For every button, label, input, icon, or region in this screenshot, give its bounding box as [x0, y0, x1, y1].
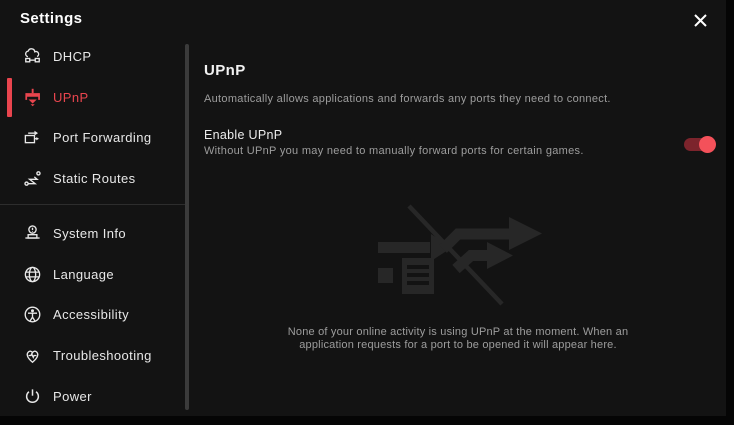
close-icon — [694, 14, 707, 27]
sidebar-item-label: Static Routes — [53, 170, 136, 186]
page-title: Settings — [20, 10, 83, 27]
troubleshooting-heart-icon — [23, 346, 42, 365]
power-icon — [23, 387, 42, 406]
sidebar-divider — [0, 204, 186, 205]
language-globe-icon — [23, 265, 42, 284]
sidebar-item-power[interactable] — [0, 376, 184, 416]
upnp-no-activity-illustration — [376, 204, 544, 306]
empty-state-message: None of your online activity is using UPnP at the moment. When an application requests for a port to be opened it will appear here. — [287, 326, 629, 351]
sidebar-item-label: Port Forwarding — [53, 129, 152, 145]
system-info-icon — [23, 224, 42, 243]
sidebar-item-label: DHCP — [53, 48, 92, 64]
enable-upnp-toggle[interactable] — [684, 138, 714, 151]
sidebar-item-label: Troubleshooting — [53, 347, 152, 363]
content-title: UPnP — [204, 62, 246, 79]
sidebar-item-dhcp[interactable] — [0, 36, 184, 76]
content-description: Automatically allows applications and forwards any ports they need to connect. — [204, 93, 611, 105]
sidebar-item-label: Power — [53, 388, 92, 404]
sidebar-item-port-forwarding[interactable] — [0, 117, 184, 157]
upnp-icon — [23, 88, 42, 107]
sidebar-item-label: Language — [53, 266, 115, 282]
sidebar — [0, 0, 192, 416]
dhcp-cloud-icon — [23, 47, 42, 66]
accessibility-icon — [23, 305, 42, 324]
sidebar-item-label: System Info — [53, 225, 127, 241]
close-button[interactable] — [687, 7, 713, 33]
sidebar-scrollbar[interactable] — [185, 44, 189, 410]
sidebar-item-language[interactable] — [0, 254, 184, 294]
toggle-knob — [699, 136, 716, 153]
sidebar-item-accessibility[interactable] — [0, 294, 184, 334]
sidebar-item-label: UPnP — [53, 89, 89, 105]
static-routes-icon — [23, 169, 42, 188]
sidebar-item-label: Accessibility — [53, 306, 129, 322]
sidebar-item-troubleshooting[interactable] — [0, 335, 184, 375]
enable-upnp-label: Enable UPnP — [204, 128, 283, 142]
sidebar-item-upnp[interactable] — [0, 77, 184, 117]
enable-upnp-sublabel: Without UPnP you may need to manually forward ports for certain games. — [204, 145, 584, 157]
sidebar-item-system-info[interactable] — [0, 213, 184, 253]
sidebar-item-static-routes[interactable] — [0, 158, 184, 198]
port-forwarding-icon — [23, 128, 42, 147]
